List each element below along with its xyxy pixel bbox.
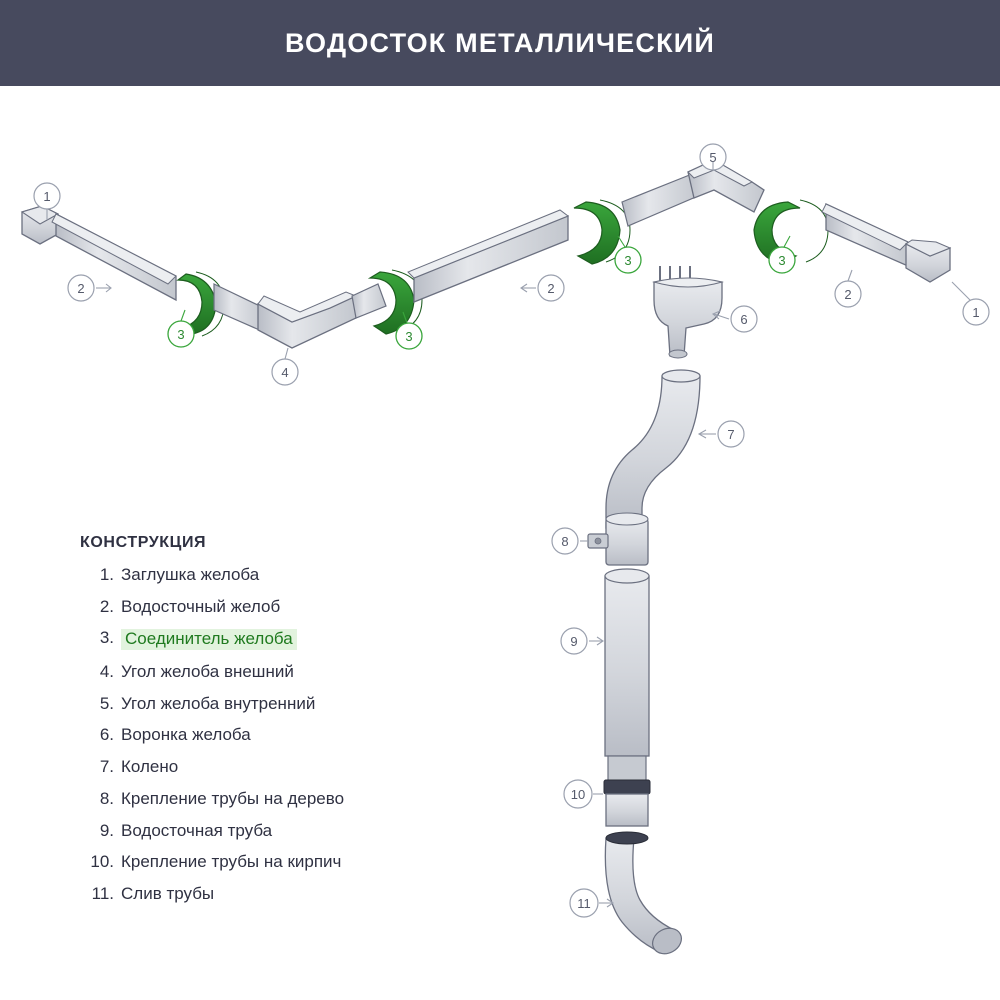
legend-item-label: Заглушка желоба — [121, 565, 260, 584]
page-title: ВОДОСТОК МЕТАЛЛИЧЕСКИЙ — [285, 27, 715, 58]
callout-label: 2 — [547, 281, 555, 296]
list-item-highlighted — [80, 629, 480, 650]
list-item — [80, 566, 480, 585]
callout-label: 10 — [570, 787, 586, 802]
list-item — [80, 790, 480, 809]
legend-item-number: 1. — [99, 565, 114, 584]
legend-title: КОНСТРУКЦИЯ — [80, 534, 207, 551]
downpipe-elbow — [606, 370, 700, 534]
legend-item-number: 9. — [99, 820, 114, 840]
callout-label: 3 — [405, 329, 413, 344]
legend-item-number: 7. — [99, 757, 114, 777]
legend-item-label: Крепление трубы на кирпич — [121, 852, 342, 872]
legend-list — [80, 566, 480, 904]
gutter-corner-internal — [688, 160, 764, 212]
callout-label: 1 — [972, 305, 980, 320]
list-item — [80, 598, 480, 617]
callout-label: 3 — [624, 253, 632, 268]
legend-item-label: Воронка желоба — [121, 725, 251, 745]
legend-item-label: Слив трубы — [121, 883, 215, 903]
legend-item-label: Соединитель желоба — [121, 629, 297, 650]
legend-item-number: 10. — [90, 852, 114, 872]
list-item — [80, 663, 480, 682]
diagram-canvas — [0, 86, 1000, 1000]
legend-item-label: Угол желоба внешний — [121, 662, 294, 682]
callout-label: 3 — [177, 327, 185, 342]
legend-item-number: 3. — [99, 628, 114, 648]
gutter-endcap-left — [22, 206, 58, 244]
list-item — [80, 853, 480, 872]
callout-label: 9 — [570, 634, 578, 649]
legend-item-label: Угол желоба внутренний — [121, 693, 316, 713]
legend-item-label: Крепление трубы на дерево — [121, 788, 345, 808]
legend-panel — [80, 534, 480, 917]
callout-label: 5 — [709, 150, 717, 165]
pipe-outlet — [605, 832, 686, 959]
gutter-endcap-right — [906, 240, 950, 282]
callout-label: 2 — [844, 287, 852, 302]
legend-item-label: Колено — [121, 757, 179, 777]
pipe-bracket-wood — [588, 513, 648, 565]
list-item — [80, 695, 480, 714]
list-item — [80, 726, 480, 745]
callout-label: 8 — [561, 534, 569, 549]
callout-label: 3 — [778, 253, 786, 268]
callout-label: 1 — [43, 189, 51, 204]
callout-label: 11 — [577, 896, 591, 911]
callout-label: 2 — [77, 281, 85, 296]
gutter-corner-external — [258, 292, 356, 348]
list-item — [80, 822, 480, 841]
page-header — [0, 0, 1000, 86]
legend-item-number: 6. — [99, 725, 114, 745]
legend-item-number: 4. — [99, 662, 114, 682]
legend-item-label: Водосточная труба — [121, 820, 273, 840]
legend-item-number: 2. — [99, 596, 114, 616]
callout-label: 6 — [740, 312, 748, 327]
list-item — [80, 758, 480, 777]
callout-label: 7 — [727, 427, 735, 442]
gutter-funnel — [654, 266, 722, 358]
pipe-bracket-brick — [604, 780, 650, 826]
legend-item-number: 11. — [91, 883, 114, 903]
callout-label: 4 — [281, 365, 289, 380]
gutter-run-left — [22, 160, 950, 348]
downpipe — [605, 569, 649, 788]
legend-item-number: 8. — [99, 788, 114, 808]
legend-item-number: 5. — [99, 693, 114, 713]
legend-item-label: Водосточный желоб — [121, 596, 281, 616]
list-item — [80, 885, 480, 904]
